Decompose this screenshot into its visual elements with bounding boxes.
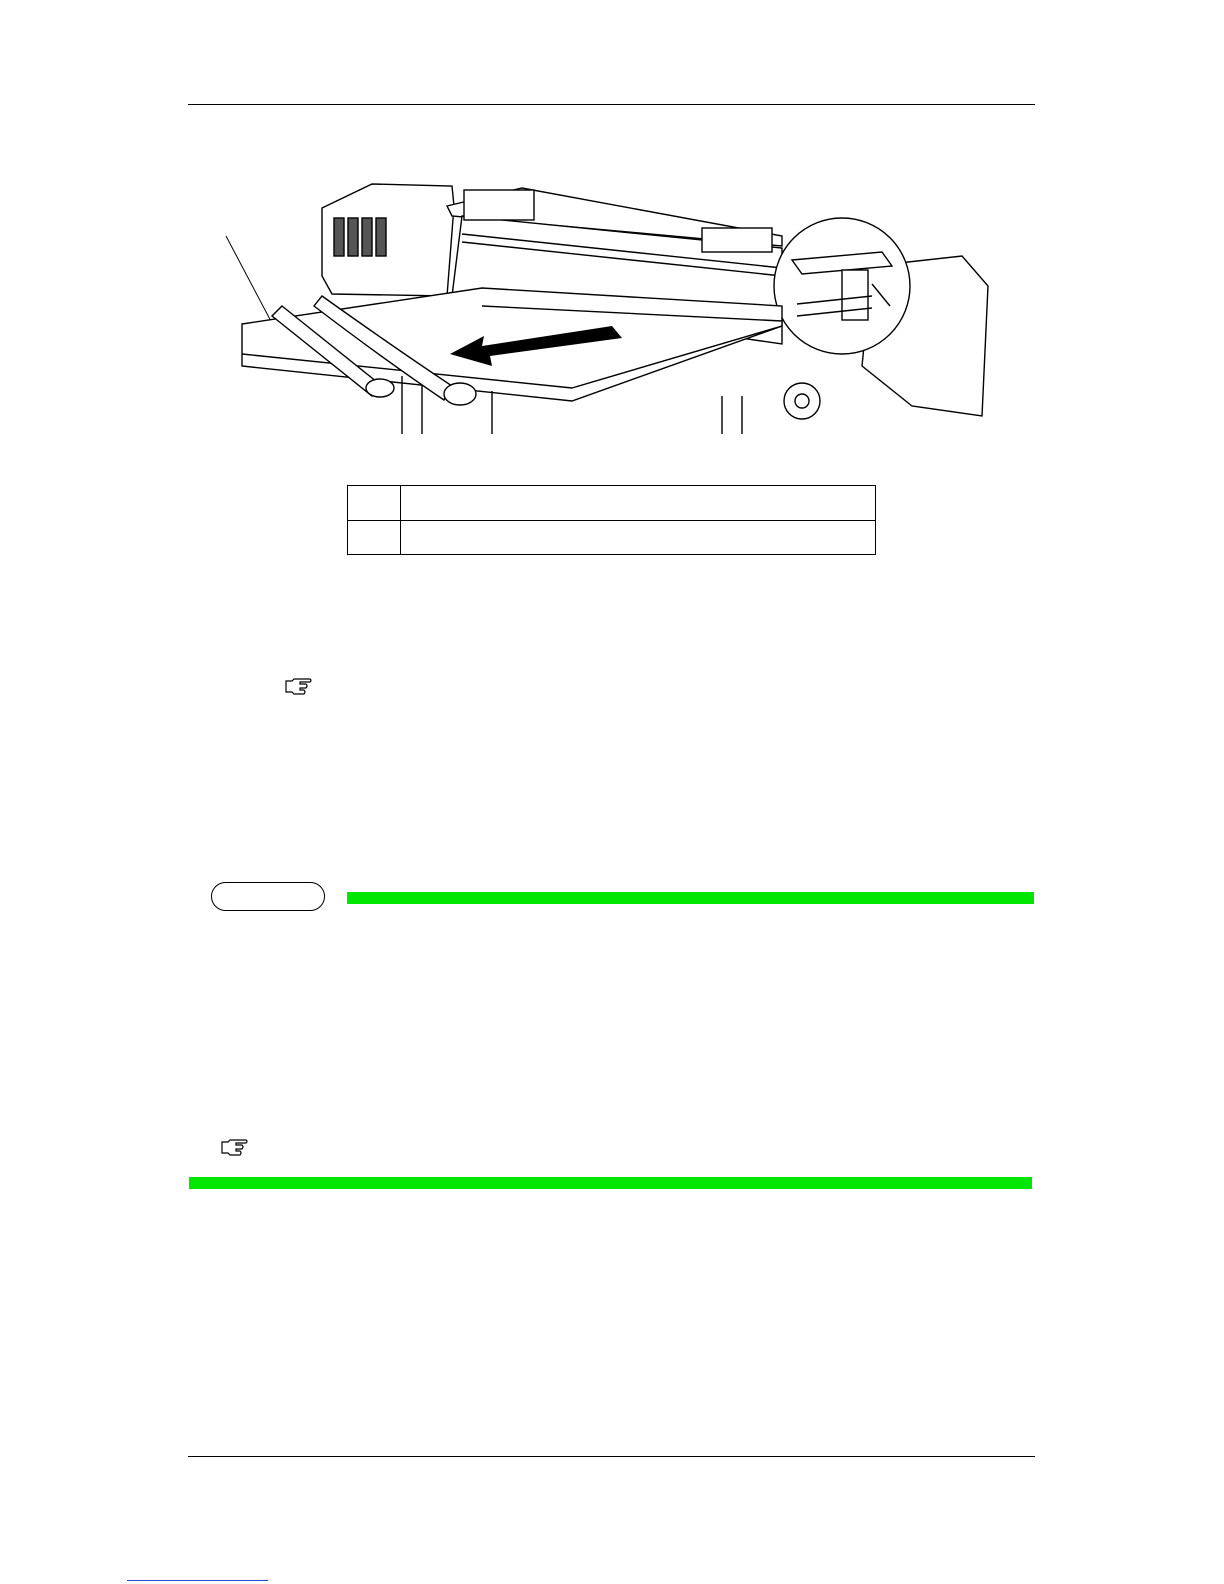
table-row <box>348 520 876 555</box>
footer-link-underline[interactable] <box>127 1580 268 1581</box>
note-accent-bar-bottom <box>189 1177 1032 1189</box>
callout-number <box>348 520 401 555</box>
pointing-hand-icon <box>220 1138 250 1158</box>
callout-description <box>401 486 876 521</box>
note-label-pill <box>211 882 325 911</box>
printer-illustration <box>222 176 994 434</box>
callout-description <box>401 520 876 555</box>
callout-table <box>347 485 876 555</box>
pointing-hand-icon <box>284 677 314 697</box>
callout-number <box>348 486 401 521</box>
footer-rule <box>188 1456 1035 1457</box>
note-accent-bar-top <box>347 892 1034 904</box>
table-row <box>348 486 876 521</box>
header-rule <box>188 104 1035 105</box>
